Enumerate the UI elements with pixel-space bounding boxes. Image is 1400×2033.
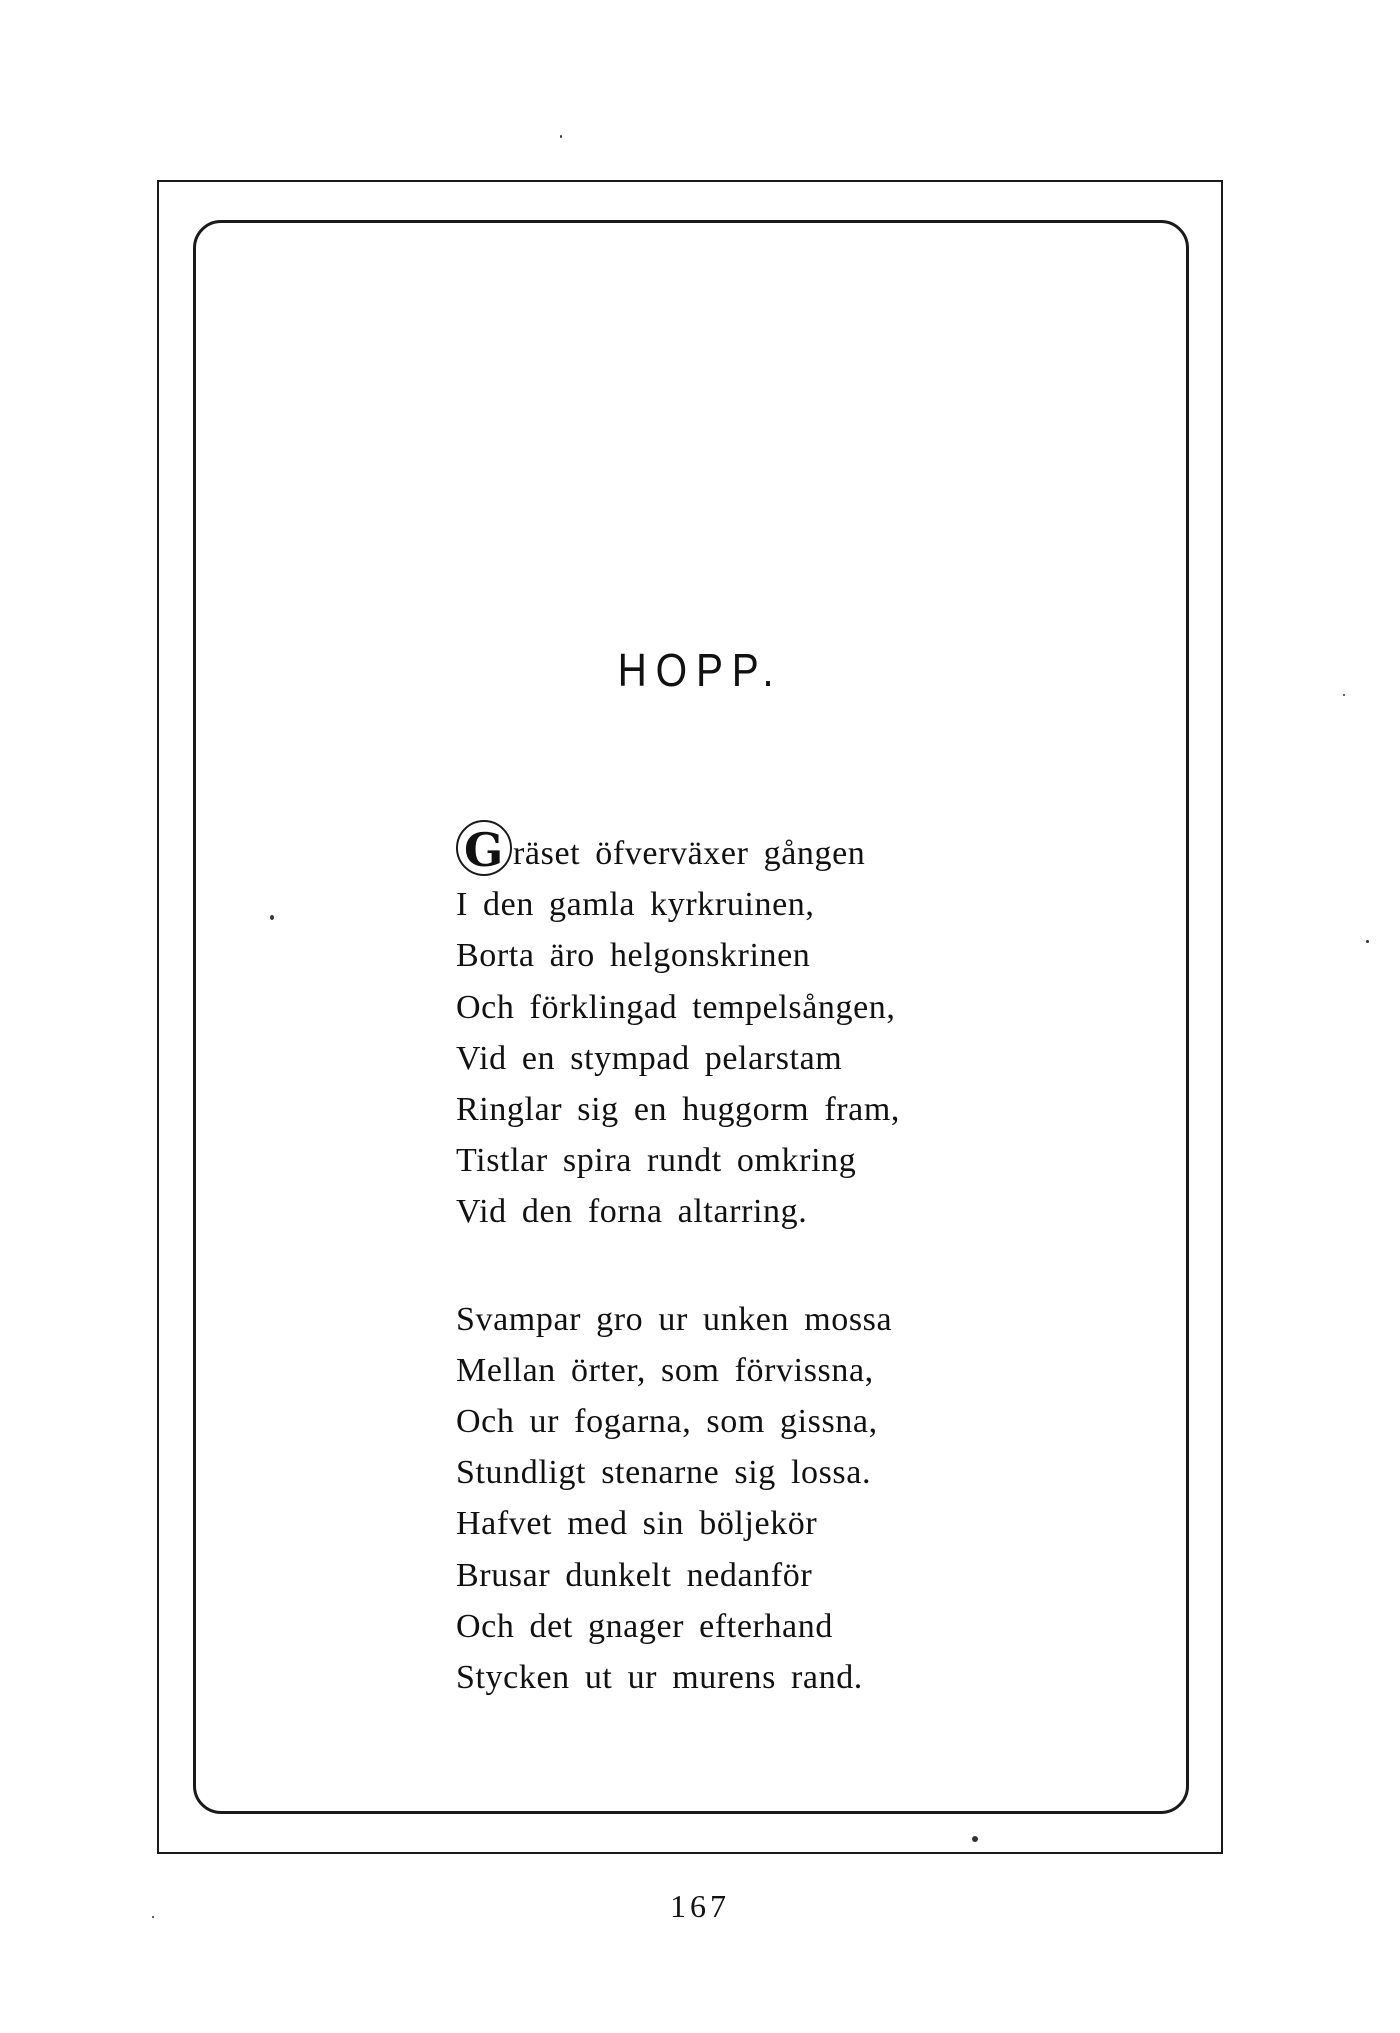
page-number: 167 — [670, 1888, 730, 1924]
poem-line: Ringlar sig en huggorm fram, — [456, 1091, 901, 1129]
scan-speck — [1366, 940, 1369, 943]
poem-line: Mellan örter, som förvissna, — [456, 1351, 874, 1389]
poem-line: Och det gnager efterhand — [456, 1607, 833, 1645]
poem-line: Och ur fogarna, som gissna, — [456, 1403, 878, 1441]
poem-line: Och förklingad tempelsången, — [456, 988, 896, 1026]
poem-line — [456, 820, 900, 879]
stanza-1 — [456, 820, 900, 1238]
poem-line: Svampar gro ur unken mossa — [456, 1300, 893, 1338]
poem-line: Borta äro helgonskrinen — [456, 937, 811, 975]
poem-line: Brusar dunkelt nedanför — [456, 1556, 813, 1594]
ornamental-dropcap: G — [456, 820, 512, 876]
scan-speck — [560, 135, 562, 138]
poem-line: Hafvet med sin böljekör — [456, 1505, 818, 1543]
poem-line: Tistlar spira rundt omkring — [456, 1142, 857, 1180]
poem-line: I den gamla kyrkruinen, — [456, 886, 815, 924]
poem-body — [456, 820, 900, 1703]
scan-speck — [1343, 694, 1345, 696]
scan-speck — [152, 1916, 154, 1918]
poem-line: Stycken ut ur murens rand. — [456, 1659, 863, 1697]
poem-line: Stundligt stenarne sig lossa. — [456, 1454, 872, 1492]
scan-speck — [270, 915, 274, 920]
scan-speck — [972, 1836, 978, 1842]
stanza-2 — [456, 1294, 900, 1704]
poem-line-text: räset öfverväxer gången — [513, 835, 866, 872]
poem-title: HOPP. — [617, 643, 783, 696]
poem-line: Vid en stympad pelarstam — [456, 1039, 843, 1077]
poem-line: Vid den forna altarring. — [456, 1193, 808, 1231]
